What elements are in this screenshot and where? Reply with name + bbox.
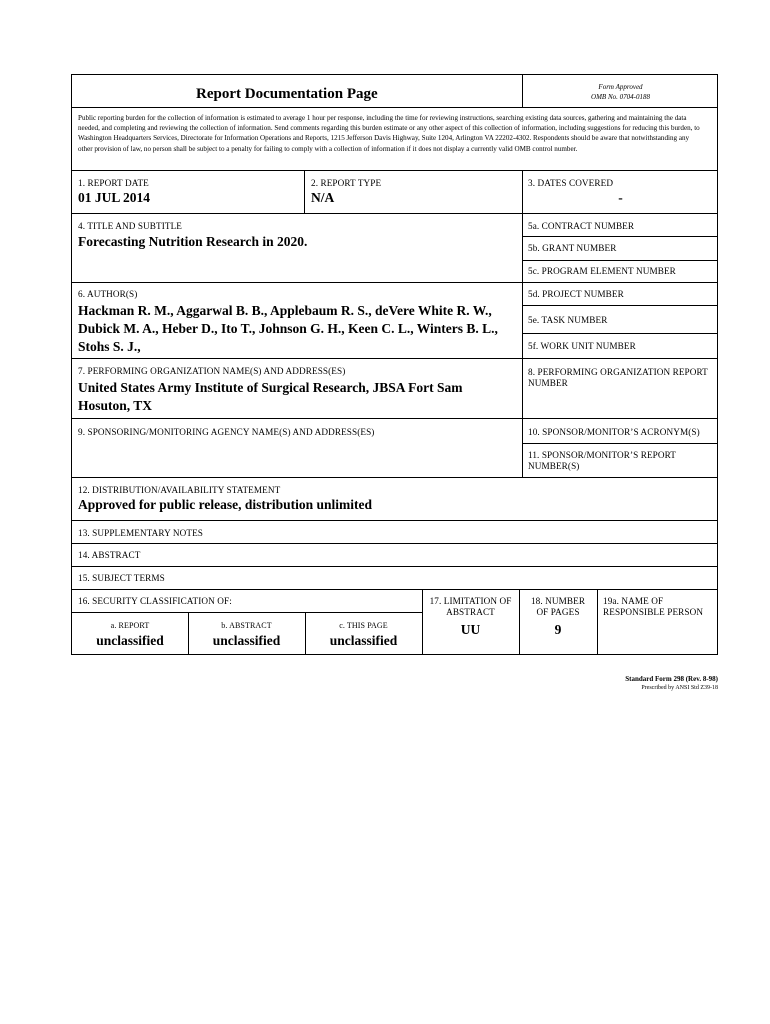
number-of-pages-label: 18. NUMBER [530,596,586,606]
standard-form-label: Standard Form 298 (Rev. 8-98) [625,675,718,683]
report-date-value: 01 JUL 2014 [78,190,151,205]
divider [522,75,523,107]
divider [522,333,718,334]
title-subtitle-label: 4. TITLE AND SUBTITLE [78,221,183,231]
divider [522,418,523,477]
limitation-label: 17. LIMITATION OF [429,596,512,606]
title-subtitle-value: Forecasting Nutrition Research in 2020. [78,234,308,249]
divider [72,107,718,108]
security-classification-label: 16. SECURITY CLASSIFICATION OF: [78,596,232,606]
program-element-label: 5c. PROGRAM ELEMENT NUMBER [528,266,676,276]
burden-notice: Public reporting burden for the collection of information is estimated to average 1 hour per response, including the time for reviewing instructions, searching existing data sources, gathering and maintaining the data needed, and completing and reviewing the collection of information. Send comments regarding this burden estimate or any other aspect of this collection of information, including suggestions for reducing this burden, to Washington Headquarters Services, Directorate for Information Operations and Reports, 1215 Jefferson Davis Highway, Suite 1204, Arlington VA 22202-4302. Respondents should be aware that notwithstanding any other provision of law, no person shall be subject to a penalty for failing to comply with a collection of information if it does not display a currently valid OMB control number. [78,114,700,153]
authors-value: Hackman R. M., Aggarwal B. B., Applebaum R. S., deVere White R. W., Dubick M. A., Heber D., Ito T., Johnson G. H., Keen C. L., Winters B. L., Stohs S. J., [78,303,498,354]
page-class-value: unclassified [329,633,398,648]
divider [597,589,598,655]
divider [72,358,718,359]
contract-number-label: 5a. CONTRACT NUMBER [528,221,635,231]
divider [72,477,718,478]
omb-number: OMB No. 0704-0188 [591,93,650,101]
authors-label: 6. AUTHOR(S) [78,289,138,299]
task-number-label: 5e. TASK NUMBER [528,315,608,325]
abstract-class-value: unclassified [212,633,281,648]
sponsoring-agency-label: 9. SPONSORING/MONITORING AGENCY NAME(S) AND ADDRESS(ES) [78,427,375,437]
performing-org-label: 7. PERFORMING ORGANIZATION NAME(S) AND ADDRESS(ES) [78,366,346,376]
sponsor-acronym-label: 10. SPONSOR/MONITOR’S ACRONYM(S) [528,427,700,437]
performing-report-label: 8. PERFORMING ORGANIZATION REPORT NUMBER [528,367,708,388]
abstract-class-label: b. ABSTRACT [221,621,272,630]
divider [72,170,718,171]
divider [72,543,718,544]
project-number-label: 5d. PROJECT NUMBER [528,289,624,299]
divider [72,566,718,567]
supplementary-notes-label: 13. SUPPLEMENTARY NOTES [78,528,204,538]
page-title: Report Documentation Page [196,86,378,102]
subject-terms-label: 15. SUBJECT TERMS [78,573,165,583]
work-unit-label: 5f. WORK UNIT NUMBER [528,341,636,351]
divider [522,236,718,237]
report-type-value: N/A [311,190,335,205]
responsible-person-label-2: RESPONSIBLE PERSON [603,607,704,617]
divider [72,520,718,521]
limitation-label-2: ABSTRACT [446,607,495,617]
number-of-pages-value: 9 [554,622,562,637]
dates-covered-value: - [618,190,623,205]
page-class-label: c. THIS PAGE [339,621,388,630]
grant-number-label: 5b. GRANT NUMBER [528,243,617,253]
report-class-value: unclassified [96,633,164,648]
divider [522,170,523,418]
dates-covered-label: 3. DATES COVERED [528,178,614,188]
divider [522,305,718,306]
prescribed-by-label: Prescribed by ANSI Std Z39-18 [641,685,718,691]
divider [72,282,718,283]
sponsor-report-label: 11. SPONSOR/MONITOR’S REPORT NUMBER(S) [528,450,676,471]
number-of-pages-label-2: OF PAGES [536,607,580,617]
divider [522,443,718,444]
report-class-label: a. REPORT [110,621,150,630]
divider [522,260,718,261]
divider [72,612,422,613]
divider [72,213,718,214]
abstract-label: 14. ABSTRACT [78,550,141,560]
performing-org-value: United States Army Institute of Surgical Research, JBSA Fort Sam Hosuton, TX [78,380,463,413]
divider [72,418,718,419]
report-type-label: 2. REPORT TYPE [311,178,382,188]
divider [304,170,305,213]
limitation-value: UU [460,622,481,637]
report-documentation-form [71,74,718,655]
divider [72,589,718,590]
distribution-value: Approved for public release, distribution unlimited [78,497,373,512]
form-approved-label: Form Approved [598,83,643,91]
report-date-label: 1. REPORT DATE [78,178,149,188]
responsible-person-label: 19a. NAME OF [603,596,664,606]
distribution-label: 12. DISTRIBUTION/AVAILABILITY STATEMENT [78,485,281,495]
